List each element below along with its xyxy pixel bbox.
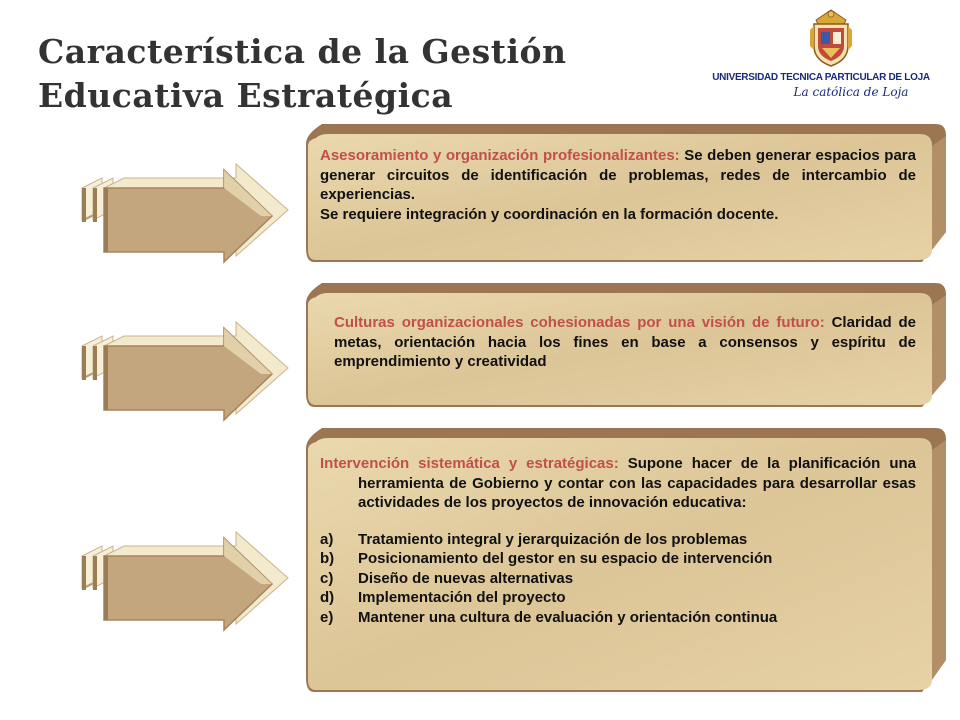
- list-item-text: Diseño de nuevas alternativas: [358, 569, 574, 587]
- arrow-icon: [76, 160, 291, 272]
- list-marker: c): [320, 569, 334, 587]
- list-item: [320, 549, 916, 569]
- page-title-line-2: Educativa Estratégica: [38, 76, 454, 115]
- panel-heading: Culturas organizacionales cohesionadas por una visión de futuro:: [334, 314, 825, 331]
- panel-body: Claridad de metas, orientación hacia los fines en base a consensos y espíritu de emprendimiento y creatividad: [334, 314, 916, 370]
- list-marker: a): [320, 530, 334, 548]
- panel-body: Supone hacer de la planificación una herramienta de Gobierno y contar con las capacidades para desarrollar esas actividades de los proyectos de innovación educativa:: [358, 455, 916, 511]
- list-item: [320, 588, 916, 608]
- panel-text: [320, 454, 916, 627]
- list-marker: d): [320, 589, 335, 606]
- university-logo: [686, 6, 946, 102]
- list-marker: e): [320, 608, 334, 626]
- list-item: [320, 608, 916, 628]
- page-title-line-1: Característica de la Gestión: [38, 32, 567, 71]
- panel-body: Se deben generar espacios para generar circuitos de identificación de problemas, redes de intercambio de experiencias.: [320, 147, 916, 203]
- panel-heading: Asesoramiento y organización profesionalizantes:: [320, 147, 680, 164]
- panel-extra: Se requiere integración y coordinación en la formación docente.: [320, 205, 779, 223]
- panel-intro: [320, 454, 916, 513]
- university-motto: La católica de Loja: [793, 85, 909, 99]
- arrow-icon: [76, 318, 291, 430]
- list-item: [320, 569, 916, 589]
- list-item: [320, 530, 916, 550]
- university-name: UNIVERSIDAD TECNICA PARTICULAR DE LOJA: [712, 72, 930, 83]
- panel-culturas: [306, 283, 946, 407]
- panel-heading: Intervención sistemática y estratégicas:: [320, 455, 619, 472]
- arrow-icon: [76, 528, 291, 640]
- panel-text: [334, 313, 916, 372]
- list-item-text: Posicionamiento del gestor en su espacio de intervención: [358, 550, 773, 567]
- list-item-text: Mantener una cultura de evaluación y orientación continua: [358, 608, 778, 626]
- panel-asesoramiento: [306, 124, 946, 262]
- panel-intervencion: [306, 428, 946, 692]
- panel-text: [320, 146, 916, 224]
- list-item-text: Tratamiento integral y jerarquización de los problemas: [358, 530, 748, 548]
- strategy-list: [320, 530, 916, 628]
- list-marker: b): [320, 550, 335, 567]
- list-item-text: Implementación del proyecto: [358, 589, 566, 606]
- university-crest-icon: [806, 6, 856, 68]
- page-title: [38, 30, 567, 118]
